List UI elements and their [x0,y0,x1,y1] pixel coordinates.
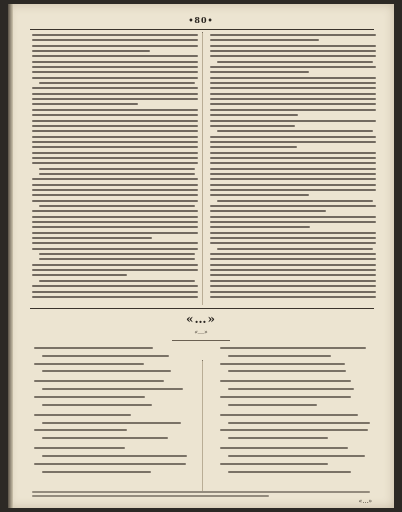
text-line [32,157,198,159]
poem-verse [220,396,351,398]
text-line [39,280,195,282]
poem-verse [220,380,351,382]
text-line [32,103,138,105]
text-column-right [210,34,376,304]
poem-verse [42,422,181,424]
text-line [32,200,198,202]
poem-stanza [34,380,194,405]
text-line [210,253,376,255]
text-line [32,136,198,138]
text-line [210,173,376,175]
text-line [32,210,198,212]
text-line [217,61,373,63]
poem-stanza [34,447,194,472]
poem-verse [228,404,317,406]
text-line [32,162,198,164]
text-line [32,221,198,223]
poem-stanza [34,414,194,439]
text-line [32,120,198,122]
text-line [210,77,376,79]
text-line [32,61,198,63]
text-line [32,130,198,132]
poem-verse [42,437,168,439]
text-line [32,71,198,73]
page-number: •80• [188,15,214,25]
poem-stanza [220,347,380,372]
text-line [210,125,295,127]
text-line [32,178,198,180]
poem-stanza [220,414,380,439]
text-line [32,34,198,36]
text-line [210,55,376,57]
poem-verse [228,455,365,457]
text-line [210,39,319,41]
text-line [32,237,152,239]
text-line [32,114,198,116]
poem-verse [34,347,153,349]
text-line [32,87,198,89]
text-line [32,93,198,95]
text-line [39,258,195,260]
text-line [217,130,373,132]
text-line [210,168,376,170]
illegible-text-left [32,34,198,298]
poem-verse [42,388,183,390]
poem-column-left [34,347,194,481]
title-rule [172,340,230,341]
text-line [210,87,376,89]
footnote-line [32,495,269,497]
poem-verse [220,347,366,349]
text-line [39,82,195,84]
text-line [39,168,195,170]
text-line [210,50,376,52]
text-line [32,248,198,250]
poem-verse [220,414,358,416]
text-line [210,205,376,207]
text-line [32,98,198,100]
text-line [217,248,373,250]
text-line [32,194,198,196]
text-line [32,285,198,287]
text-line [210,82,376,84]
text-line [217,200,373,202]
text-line [32,45,198,47]
poem-verse [34,363,144,365]
text-line [32,291,198,293]
text-line [32,125,198,127]
text-line [32,66,198,68]
text-line [210,285,376,287]
poem-stanza [220,380,380,405]
text-line [210,242,376,244]
text-line [210,264,376,266]
poem-verse [228,471,351,473]
text-line [39,253,195,255]
text-line [32,50,150,52]
text-line [210,71,309,73]
text-line [32,189,198,191]
text-line [210,120,376,122]
book-page [8,4,394,508]
text-line [32,264,198,266]
poem-author: «…» [194,329,208,336]
text-line [210,258,376,260]
text-line [210,194,309,196]
text-line [32,226,198,228]
text-line [210,109,376,111]
text-line [210,141,376,143]
text-line [32,242,198,244]
text-line [210,34,376,36]
poem-verse [228,437,328,439]
poem-stanza [220,447,380,472]
poem-verse [34,463,186,465]
text-line [210,146,297,148]
text-line [210,226,310,228]
text-line [210,162,376,164]
text-line [32,109,198,111]
signature: «…» [358,498,372,505]
poem-verse [34,447,125,449]
poem-column-right [220,347,380,481]
poem-verse [220,447,348,449]
text-line [210,232,376,234]
poem-verse [228,355,331,357]
text-column-left [32,34,198,304]
binding-edge [8,4,13,508]
text-line [210,184,376,186]
poem-verse [34,414,131,416]
poem-verse [42,455,187,457]
poem-verse [220,463,328,465]
text-line [32,146,198,148]
poem-verse [42,404,152,406]
poem-verse [34,380,164,382]
text-line [210,93,376,95]
text-line [210,136,376,138]
text-line [32,77,198,79]
header-rule [30,29,374,30]
footnote-line [32,491,370,493]
section-rule [30,308,374,309]
poem-verse [228,422,370,424]
text-line [32,39,198,41]
text-line [32,274,127,276]
poem-verse [220,363,345,365]
text-line [32,55,198,57]
text-line [210,274,376,276]
text-line [32,269,198,271]
text-line [210,189,376,191]
poem-verse [42,355,169,357]
text-line [210,157,376,159]
poem-verse [220,429,368,431]
text-line [210,269,376,271]
poem-verse [34,429,127,431]
text-line [32,184,198,186]
text-line [210,66,376,68]
text-line [32,296,198,298]
text-line [210,237,376,239]
text-line [210,114,298,116]
text-line [210,98,376,100]
text-line [210,221,376,223]
poem-verse [34,396,145,398]
text-line [32,152,198,154]
text-line [210,210,326,212]
poem-verse [228,388,354,390]
footnote [32,491,370,499]
text-line [210,103,376,105]
poem-stanza [34,347,194,372]
text-line [210,296,376,298]
column-divider [202,32,203,305]
text-line [39,173,195,175]
text-line [32,216,198,218]
text-line [210,152,376,154]
poem-divider [202,360,203,491]
text-line [210,178,376,180]
poem-title: «…» [186,312,216,326]
poem-verse [228,370,346,372]
text-line [210,291,376,293]
poem-verse [42,370,171,372]
text-line [210,45,376,47]
text-line [210,216,376,218]
text-line [32,141,198,143]
text-line [210,280,376,282]
text-line [39,205,195,207]
text-line [32,232,198,234]
illegible-text-right [210,34,376,298]
poem-verse [42,471,151,473]
